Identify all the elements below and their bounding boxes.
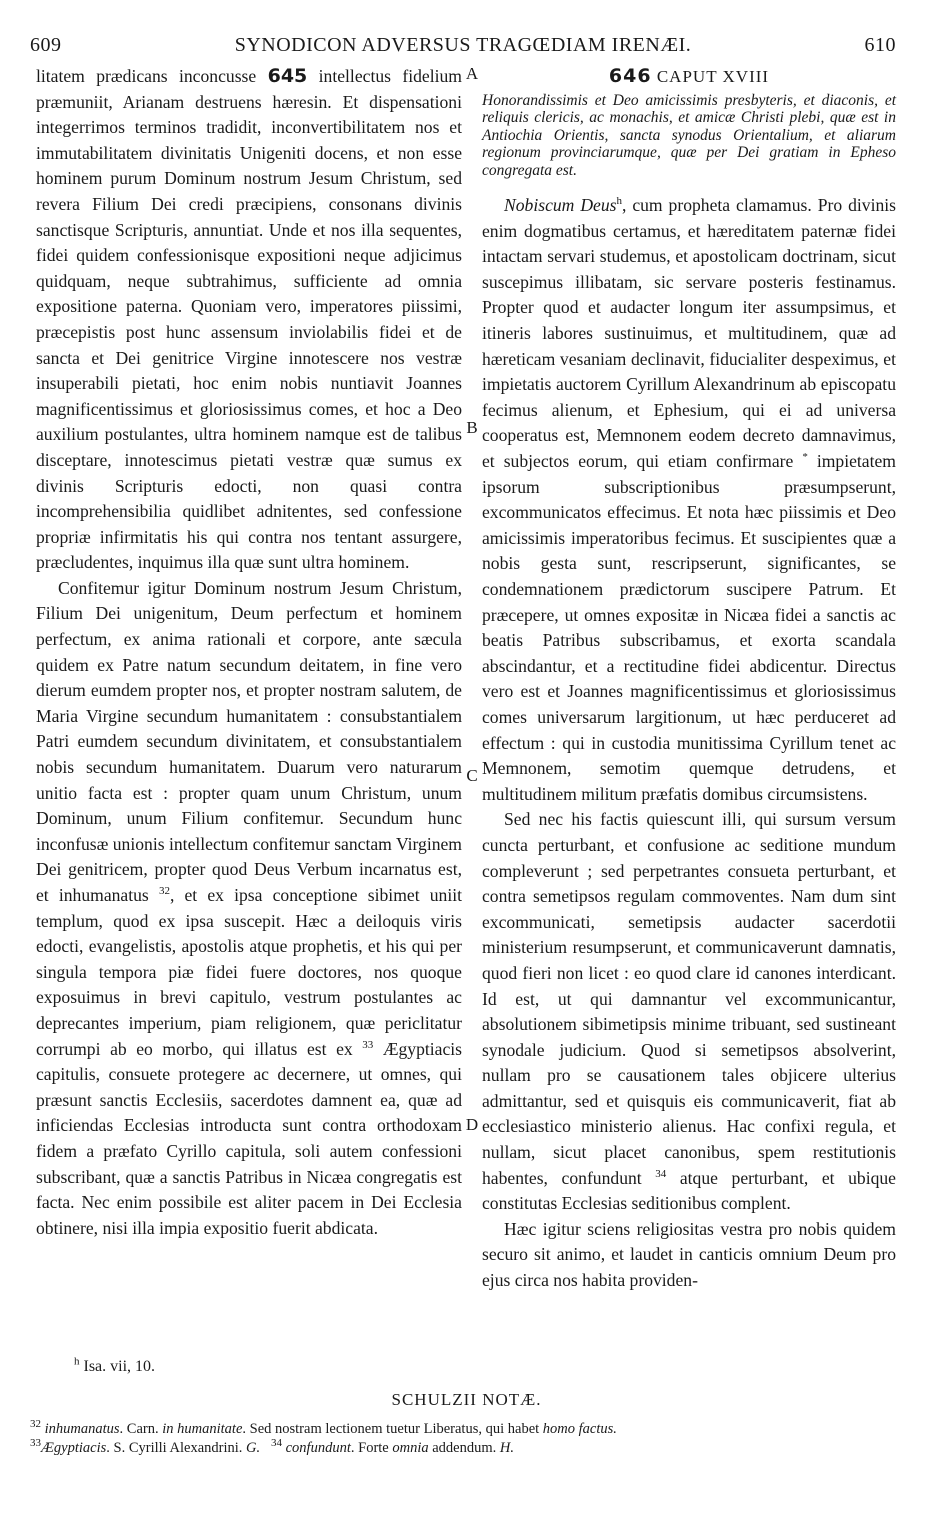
note-ref-34[interactable]: 34	[655, 1167, 667, 1180]
note-lemma: Ægyptiacis	[41, 1440, 107, 1456]
page-number-right: 610	[864, 34, 896, 56]
text-span: Confitemur igitur Dominum nostrum Jesum Christum, Filium Dei unigenitum, Deum perfectum et hominem perfectum, ex anima rationali et corpore, ante sæcula quidem ex Patre natum secundum deitatem, in fine vero dierum eumdem propter nos, et propter nostram salutem, de Maria Virgine secundum humanitatem : consubstantialem Patri eumdem secundum divinitatem, et consubstantialem nobis secundum humanitatem. Duarum vero naturarum unitio facta est : propter quam unum Christum, unum Dominum, unum Filium confitemur. Secundum hunc inconfusæ unionis intellectum confitemur sanctam Virginem Dei genitricem, propter quod Deus Verbum incarnatus est, et inhumanatus	[36, 577, 462, 905]
column-number-645: 645	[267, 65, 308, 87]
right-paragraph-1	[482, 193, 896, 807]
text-span: , et ex ipsa conceptione sibimet uniit templum, quod ex ipsa suscepit. Hæc a deiloquis viris edocti, evangelistis, apostolis atque prophetis, et his qui per singula tempora piæ fidei fuere doctores, nos quoque exposuimus in brevi capitulo, vestrum postulantes ac deprecantes imperium, piam religionem, quæ periclitatur corrumpi ab eo morbo, qui illatus est ex	[36, 885, 462, 1059]
note-33-34	[30, 1439, 906, 1458]
note-ref-32[interactable]: 32	[158, 885, 170, 898]
footnote-ref-h[interactable]: h	[616, 195, 622, 208]
left-paragraph-2	[36, 576, 462, 1241]
footnote-mark: h	[74, 1355, 80, 1368]
page-number-left: 609	[30, 34, 62, 56]
note-lemma: inhumanatus	[44, 1421, 120, 1437]
column-number-646: 646	[608, 65, 652, 87]
running-header	[30, 34, 896, 60]
asterisk-mark: *	[802, 451, 808, 464]
notes-heading: SCHULZII NOTÆ.	[391, 1390, 542, 1409]
right-paragraph-2	[482, 807, 896, 1217]
text-span: G.	[246, 1440, 261, 1456]
text-span: . Sed nostram lectionem tuetur Liberatus, qui habet	[242, 1421, 543, 1437]
text-span: Sed nec his factis quiescunt illi, qui sursum versum cuncta perturbant, et confusione ac seditione mundum compleverunt ; sed perpetrantes consueta perturbant, et contra semetipsos regulam commoventes. Nam dum sint excommunicati, semetipsis audacter sacerdotii ministerium resumpserunt, et communicaverunt damnatis, quod fieri non licet : eo quod clare id canones interdicant. Id est, ut qui damnantur vel excommunicantur, absolutionem sibimetipsis minime tribuant, sed sustineant synodale judicium. Quod si semetipsos absolverint, nullam pro se causationem tales objicere ulterius admittantur, sed et quisquis eis communicaverit, fiat ab ecclesiastico ministerio alienus. Hac confixi regula, et nullam, sicut placet canonibus, spem restitutionis habentes, confundunt	[482, 809, 896, 1188]
margin-letter-c: C	[466, 766, 478, 785]
text-span: impietatem ipsorum subscriptionibus præsumpserunt, excommunicatos effecimus. Et nota hæc piissimis et Deo amicissimis imperatoribus fecimus. Et suscipientes quæ a nobis gesta sunt, rescripserunt, significantes, se condemnationem prædictorum suscipere Patrum. Et præcepere, ut omnes expositæ in Nicæa fidei a sanctis ac beatis Patribus subscribamus, et exorta scandala abscindantur, et a rectitudine fidei abdicentur. Directus vero est et Joannes magnificentissimus et gloriosissimus comes universarum largitionum, ut hæc perduceret ad effectum : qui in custodia munitissima Cyrillum tenet ac Memnonem, semotim quemque detrudens, et multitudinem militum præfatis domibus circumsistens.	[482, 451, 896, 804]
chapter-heading	[482, 64, 896, 90]
running-title: SYNODICON ADVERSUS TRAGŒDIAM IRENÆI.	[234, 34, 692, 56]
text-span: in humanitate	[162, 1421, 243, 1437]
text-span: atque perturbant, et ubique constitutas Ecclesias seditionibus complent.	[482, 1167, 896, 1214]
salutation: Honorandissimis et Deo amicissimis presbyteris, et diaconis, et reliquis clericis, ac monachis, et amicæ Christi plebi, quæ est in Antiochia Orientis, sancta synodus Orientalium, et aliarum regionum provinciarumque, quæ per Dei gratiam in Epheso congregata est.	[482, 91, 896, 179]
text-span: addendum.	[428, 1440, 500, 1456]
note-32	[30, 1420, 906, 1439]
left-column	[36, 64, 462, 1241]
note-number: 33	[30, 1437, 41, 1450]
chapter-title: CAPUT XVIII	[656, 67, 770, 86]
text-span: H.	[499, 1440, 514, 1456]
text-span: , cum propheta clamamus. Pro divinis enim dogmatibus certamus, et hæreditatem paternæ fidei intactam servari studemus, et apostolicam doctrinam, sicut suscepimus illibatam, sic servare posteris festinamus. Propter quod et audacter longum iter assumpsimus, et itineris labores sustinuimus, et multitudinem, quæ ad hæreticam vesaniam declinavit, fiducialiter despeximus, et impietatis auctorem Cyrillum Alexandrinum ab episcopatu fecimus alienum, et Ephesium, qui ei ad universa cooperatus est, Memnonem eodem decreto damnavimus, et subjectos eorum, qui etiam confirmare	[482, 195, 896, 472]
note-number: 34	[271, 1437, 282, 1450]
left-paragraph-1	[36, 64, 462, 576]
note-number: 32	[30, 1418, 41, 1431]
text-span: . S. Cyrilli Alexandrini.	[106, 1440, 247, 1456]
text-span: . Carn.	[119, 1421, 163, 1437]
editorial-notes	[30, 1420, 906, 1458]
note-ref-33[interactable]: 33	[362, 1038, 374, 1051]
right-paragraph-3: Hæc igitur sciens religiositas vestra pro nobis quidem securo sit animo, et laudet in canticis omnium Deum pro ejus circa nos habita providen-	[482, 1218, 896, 1291]
incipit: Nobiscum Deus	[504, 195, 617, 216]
text-span: litatem prædicans inconcusse	[36, 66, 268, 86]
right-column	[482, 64, 896, 1294]
text-span: . Forte	[350, 1440, 393, 1456]
margin-letter-b: B	[466, 418, 478, 437]
margin-letter-d: D	[465, 1115, 479, 1134]
note-lemma: confundunt	[285, 1440, 351, 1456]
text-span: homo factus.	[542, 1421, 617, 1437]
text-span: intellectus fidelium præmuniit, Arianam destruens hæresin. Et dispensationi integerrimos terminos tradidit, inconvertibilitatem nos et immutabilitatem divinitatis Unigeniti docens, et non esse hominem purum Dominum nostrum Jesum Christum, sed revera Filium Dei credi præcipiens, consonans divinis sanctisque Scripturis, annuntiat. Unde et nos illa sequentes, fidei quidem confessionisque expositioni neque adjicimus quidquam, neque subtrahimus, sufficiente ad omnia expositione paterna. Quoniam vero, imperatores piissimi, præcepistis post hunc assensum inviolabilis fidei et de sancta et Dei genitrice Virgine innotescere nos vestræ insuperabili pietati, hoc enim nobis nuntiavit Joannes magnificentissimus et gloriosissimus comes, et hoc a Deo auxilium postulantes, ultra hominem namque est de talibus disceptare, innotescimus pietati vestræ quæ sumus ex divinis Scripturis edocti, non quasi contra incomprehensibilia quidlibet adnitentes, sed confessione propriæ infirmitatis his qui contra nos tentant assurgere, præcludentes, inquimus illa quæ sunt ultra hominem.	[36, 66, 462, 573]
text-span: Ægyptiacis capitulis, consuete protegere ac decernere, ut omnes, qui præsunt sanctis Ecclesiis, sacerdotes damnent ea, quæ ad inficiendas Ecclesias introducta sunt contra orthodoxam fidem a præfato Cyrillo capitula, soli autem confessioni subscribant, quæ a sanctis Patribus in Nicæa congregatis est facta. Nec enim possibile est aliter pacem in Dei Ecclesia obtinere, nisi illa impia expositio fuerit abdicata.	[36, 1038, 463, 1238]
text-span: omnia	[392, 1440, 429, 1456]
footnote	[74, 1355, 156, 1376]
footnote-text: Isa. vii, 10.	[79, 1358, 156, 1375]
margin-letter-a: A	[465, 64, 479, 83]
